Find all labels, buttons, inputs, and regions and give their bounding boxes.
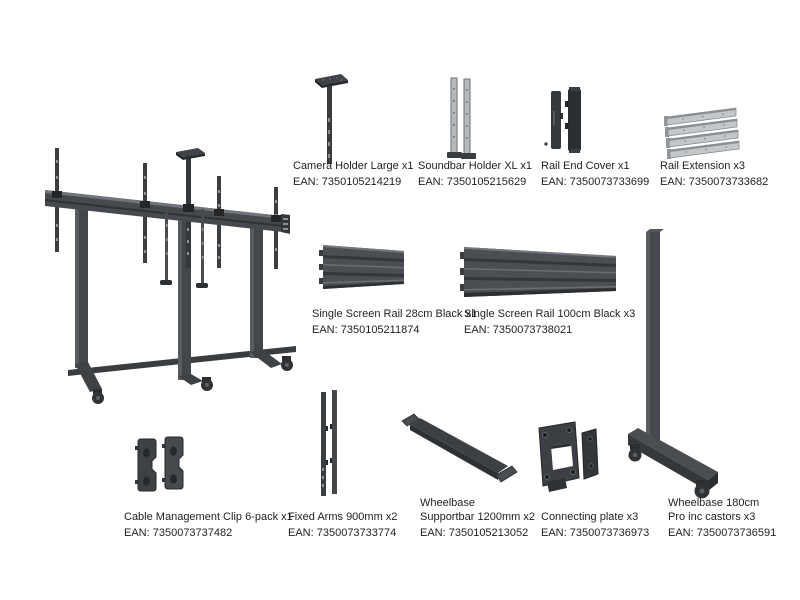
product-name: Camera Holder Large x1: [293, 160, 414, 172]
wheelbase-supportbar-illustration: [400, 412, 520, 495]
wheelbase-supportbar-image: [400, 412, 520, 495]
screen-rail-100cm-illustration: [458, 240, 620, 302]
product-label-screen-rail-28cm: [312, 308, 477, 338]
connecting-plate-image: [533, 418, 605, 495]
fixed-arms-image: [316, 388, 342, 502]
wheelbase-180cm-image: [622, 228, 725, 500]
cable-management-clip-image: [133, 432, 187, 500]
rail-end-cover-image: [540, 85, 600, 155]
product-label-screen-rail-100cm: [464, 308, 635, 338]
screen-rail-28cm-illustration: [315, 238, 410, 300]
product-label-wheelbase-supportbar: [420, 497, 535, 540]
product-name: Rail End Cover x1: [541, 160, 630, 172]
product-label-rail-end-cover: [541, 160, 649, 190]
product-name: Rail Extension x3: [660, 160, 745, 172]
floor-stand-illustration: [30, 140, 300, 412]
product-ean: EAN: 7350073738021: [464, 324, 573, 336]
camera-holder-image: [310, 70, 350, 165]
floor-stand-image: [30, 140, 300, 412]
product-name: Single Screen Rail 28cm Black x1: [312, 308, 478, 320]
product-name: Single Screen Rail 100cm Black x3: [464, 308, 636, 320]
product-ean: EAN: 7350105213052: [420, 526, 529, 539]
product-ean: EAN: 7350073733682: [660, 176, 769, 188]
product-ean: EAN: 7350105211874: [312, 324, 420, 336]
product-label-rail-extension: [660, 160, 768, 190]
product-ean: EAN: 7350105214219: [293, 176, 402, 188]
product-label-wheelbase-180cm: [668, 497, 776, 540]
product-name: Cable Management Clip 6-pack x1: [124, 511, 293, 523]
fixed-arms-illustration: [316, 388, 342, 502]
product-name: Soundbar Holder XL x1: [418, 160, 532, 172]
product-label-connecting-plate: [541, 511, 649, 541]
product-label-camera-holder: [293, 160, 413, 190]
product-ean: EAN: 7350073733699: [541, 176, 650, 188]
product-label-cable-clip: [124, 511, 293, 541]
rail-extension-image: [658, 103, 743, 160]
product-name-line2: Supportbar 1200mm x2: [420, 510, 535, 523]
product-name: Wheelbase 180cm: [668, 497, 760, 509]
soundbar-holder-image: [445, 75, 480, 162]
rail-end-cover-illustration: [540, 85, 600, 155]
product-ean: EAN: 7350073733774: [288, 527, 397, 539]
product-name-line2: Pro inc castors x3: [668, 510, 756, 523]
screen-rail-100cm-image: [458, 240, 620, 302]
product-name: Wheelbase: [420, 497, 476, 509]
product-name: Fixed Arms 900mm x2: [288, 511, 398, 523]
connecting-plate-illustration: [533, 418, 605, 495]
product-ean: EAN: 7350073737482: [124, 527, 233, 539]
product-ean: EAN: 7350073736973: [541, 527, 650, 539]
cable-management-clip-illustration: [133, 432, 187, 500]
product-label-fixed-arms: [288, 511, 397, 541]
product-name: Connecting plate x3: [541, 511, 639, 523]
product-ean: EAN: 7350105215629: [418, 176, 527, 188]
rail-extension-illustration: [658, 103, 743, 160]
camera-holder-illustration: [310, 70, 350, 165]
product-label-soundbar-holder: [418, 160, 532, 190]
soundbar-holder-illustration: [445, 75, 480, 162]
wheelbase-180cm-illustration: [622, 228, 725, 500]
product-ean: EAN: 7350073736591: [668, 526, 777, 539]
screen-rail-28cm-image: [315, 238, 410, 300]
